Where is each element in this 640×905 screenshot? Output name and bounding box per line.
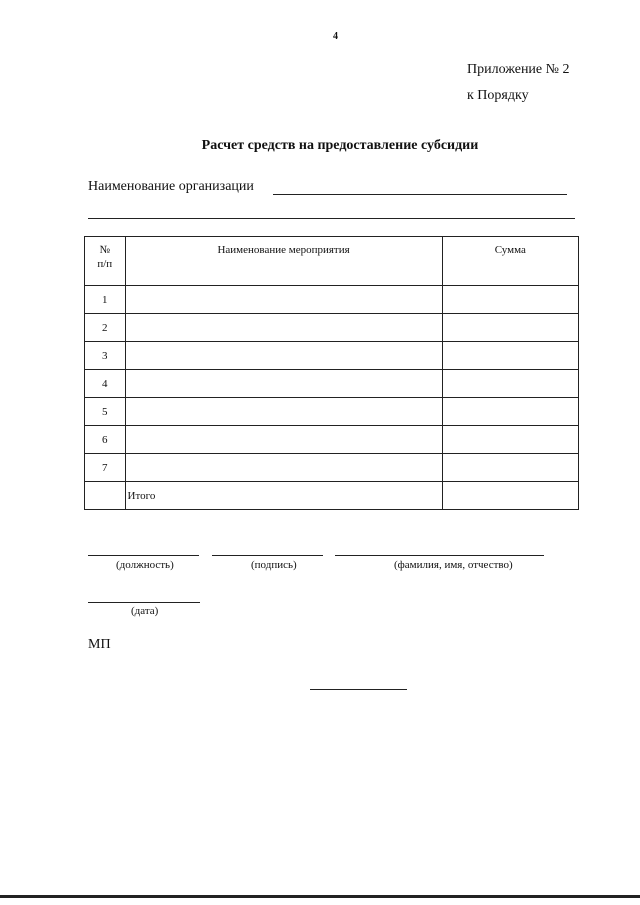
row-sum-cell [442, 286, 578, 314]
row-sum-cell [442, 314, 578, 342]
row-number: 3 [85, 342, 126, 370]
signature-line [212, 555, 323, 556]
row-sum-cell [442, 342, 578, 370]
row-activity-cell [125, 426, 442, 454]
row-activity-cell [125, 286, 442, 314]
row-number: 4 [85, 370, 126, 398]
table-row [85, 398, 579, 426]
row-activity-cell [125, 342, 442, 370]
organization-label: Наименование организации [88, 179, 254, 194]
table-row [85, 286, 579, 314]
calculation-table [84, 236, 579, 510]
table-row [85, 426, 579, 454]
organization-field-line-2 [88, 218, 575, 219]
document-title: Расчет средств на предоставление субсидии [201, 138, 479, 153]
table-row [85, 314, 579, 342]
total-number-cell [85, 482, 126, 510]
footer-rule [0, 895, 640, 898]
header-sum: Сумма [442, 237, 578, 286]
row-sum-cell [442, 426, 578, 454]
row-number: 2 [85, 314, 126, 342]
stamp-label: МП [88, 637, 111, 652]
row-activity-cell [125, 454, 442, 482]
position-signature-line [88, 555, 199, 556]
total-label: Итого [125, 482, 442, 510]
table-row [85, 342, 579, 370]
total-sum-cell [442, 482, 578, 510]
row-activity-cell [125, 398, 442, 426]
header-activity-name: Наименование мероприятия [125, 237, 442, 286]
table-header-row [85, 237, 579, 286]
date-line [88, 602, 200, 603]
table-total-row [85, 482, 579, 510]
appendix-reference: к Порядку [467, 88, 529, 103]
date-label: (дата) [131, 605, 159, 617]
row-activity-cell [125, 314, 442, 342]
row-number: 1 [85, 286, 126, 314]
table-row [85, 454, 579, 482]
row-number: 7 [85, 454, 126, 482]
header-number-abbrev: п/п [97, 258, 113, 270]
header-number-symbol: № [99, 244, 111, 256]
page-number: 4 [333, 31, 338, 42]
row-number: 5 [85, 398, 126, 426]
position-label: (должность) [116, 559, 174, 571]
end-of-document-line [310, 689, 407, 690]
row-sum-cell [442, 370, 578, 398]
row-sum-cell [442, 454, 578, 482]
row-activity-cell [125, 370, 442, 398]
organization-field-line [273, 194, 567, 195]
row-sum-cell [442, 398, 578, 426]
appendix-label: Приложение № 2 [467, 62, 570, 77]
table-row [85, 370, 579, 398]
signature-label: (подпись) [251, 559, 297, 571]
full-name-signature-line [335, 555, 544, 556]
row-number: 6 [85, 426, 126, 454]
full-name-label: (фамилия, имя, отчество) [394, 559, 513, 571]
header-number [85, 237, 126, 286]
